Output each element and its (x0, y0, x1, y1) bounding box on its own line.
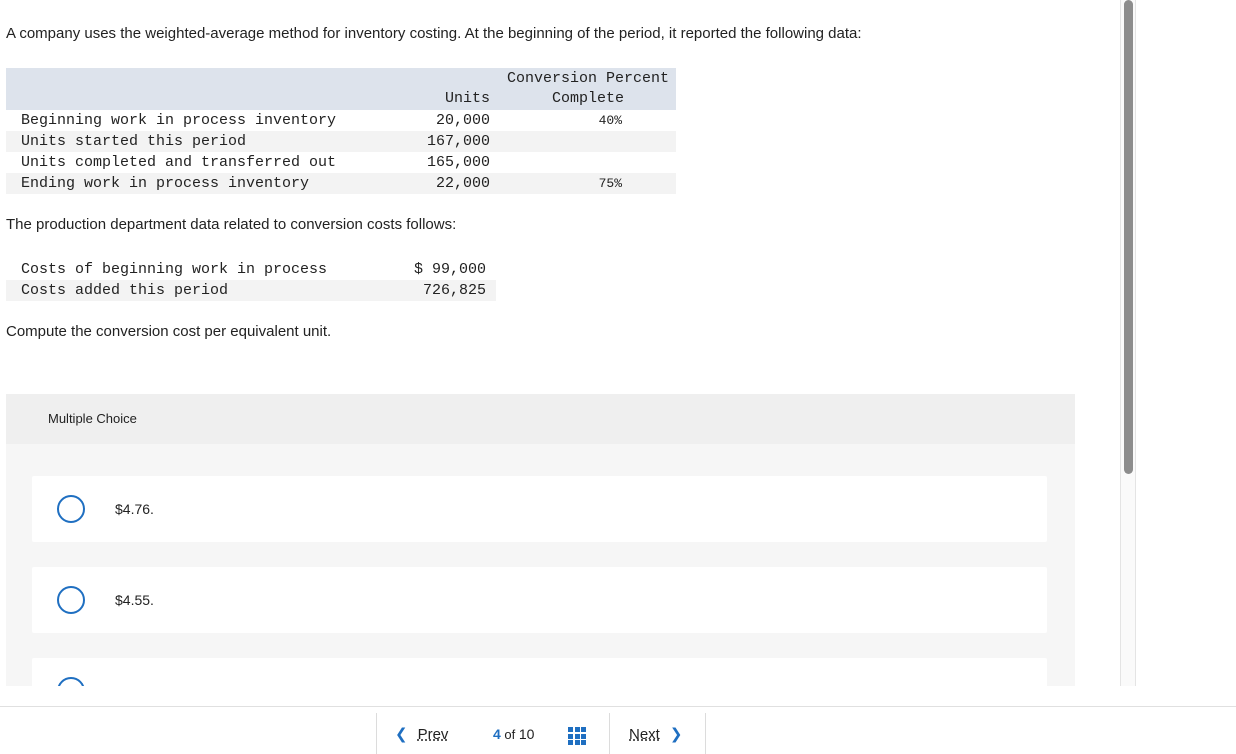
grid-icon[interactable] (568, 727, 586, 745)
prev-label: Prev (417, 726, 449, 743)
vertical-scrollbar[interactable] (1120, 0, 1136, 686)
row-percent: 40% (598, 113, 622, 128)
question-navigator (376, 713, 706, 754)
chevron-right-icon: ❯ (669, 726, 683, 743)
row-label: Units started this period (21, 133, 247, 150)
row-units: 22,000 (435, 175, 490, 192)
row-percent: 75% (598, 176, 622, 191)
row-units: 167,000 (426, 133, 490, 150)
row-label: Costs added this period (21, 282, 229, 299)
current-question-number: 4 (493, 726, 501, 742)
cost-intro: The production department data related to conversion costs follows: (6, 216, 457, 233)
table-row (6, 173, 676, 194)
units-column-header: Units (444, 90, 490, 107)
choice-option-3[interactable] (32, 658, 1047, 686)
conversion-header-line2: Complete (551, 90, 624, 107)
multiple-choice-panel (6, 394, 1075, 686)
chevron-left-icon: ❮ (395, 726, 408, 743)
prev-button[interactable] (395, 725, 448, 743)
conversion-column-header (500, 69, 676, 109)
multiple-choice-title: Multiple Choice (48, 411, 137, 426)
of-label: of (504, 727, 516, 742)
table-row (6, 110, 676, 131)
conversion-header-line1: Conversion Percent (506, 70, 670, 87)
units-table (6, 68, 676, 194)
total-questions: 10 (518, 726, 535, 742)
bottom-navigation-bar (0, 706, 1236, 754)
next-button[interactable] (629, 725, 682, 743)
choice-label: $4.76. (115, 501, 154, 517)
radio-button[interactable] (57, 677, 85, 686)
radio-button[interactable] (57, 495, 85, 523)
multiple-choice-header (6, 394, 1075, 444)
row-label: Ending work in process inventory (21, 175, 310, 192)
row-value: $ 99,000 (413, 261, 486, 278)
nav-divider (609, 713, 610, 754)
scrollbar-thumb[interactable] (1124, 0, 1133, 474)
choice-option-2[interactable] (32, 567, 1047, 633)
question-intro: A company uses the weighted-average method for inventory costing. At the beginning of the period, it reported the following data: (6, 25, 862, 42)
cost-table (6, 259, 496, 301)
table-row (6, 152, 676, 173)
row-units: 20,000 (435, 112, 490, 129)
radio-button[interactable] (57, 586, 85, 614)
next-label: Next (629, 726, 660, 743)
choice-option-1[interactable] (32, 476, 1047, 542)
page-indicator (493, 726, 534, 742)
row-label: Beginning work in process inventory (21, 112, 337, 129)
row-label: Units completed and transferred out (21, 154, 337, 171)
table-row (6, 259, 496, 280)
choice-label: $4.55. (115, 592, 154, 608)
table-row (6, 131, 676, 152)
row-value: 726,825 (422, 282, 486, 299)
row-units: 165,000 (426, 154, 490, 171)
question-prompt: Compute the conversion cost per equivalent unit. (6, 323, 332, 340)
row-label: Costs of beginning work in process (21, 261, 328, 278)
units-table-header (6, 68, 676, 110)
table-row (6, 280, 496, 301)
